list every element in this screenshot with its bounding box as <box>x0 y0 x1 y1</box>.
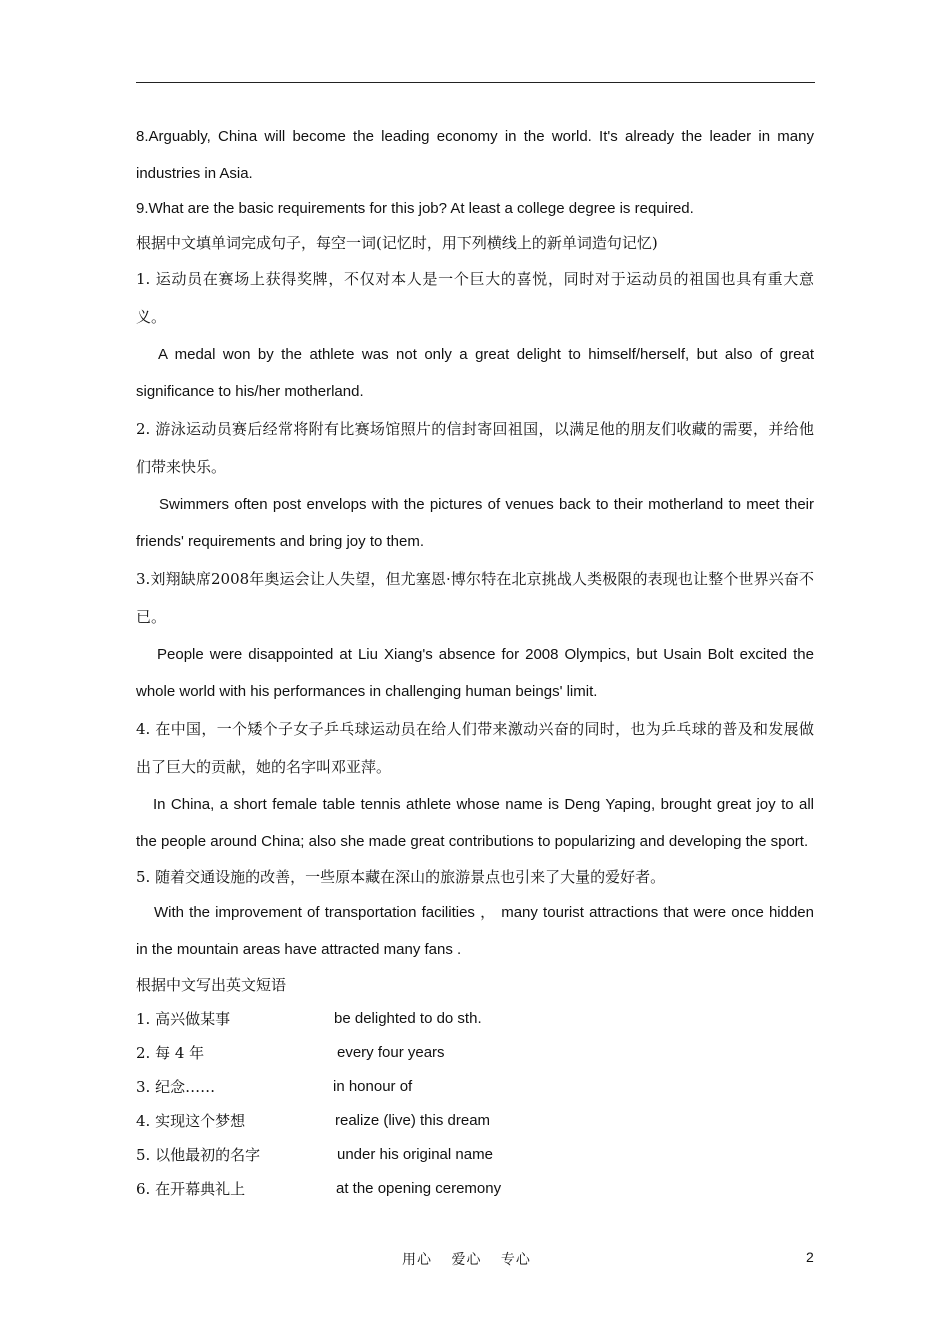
phrase-row <box>136 1070 814 1104</box>
question-4-english: In China, a short female table tennis athlete whose name is Deng Yaping, brought great joy to all the people around China; also she made great contributions to popularizing and developing the sport. <box>136 796 814 850</box>
phrase-chinese: 4. 实现这个梦想 <box>136 1112 246 1130</box>
phrase-chinese: 1. 高兴做某事 <box>136 1010 231 1028</box>
phrase-chinese: 5. 以他最初的名字 <box>136 1146 261 1164</box>
phrase-chinese: 6. 在开幕典礼上 <box>136 1180 246 1198</box>
item-9: 9.What are the basic requirements for this job? At least a college degree is required. <box>136 200 694 217</box>
phrase-english: in honour of <box>333 1078 413 1095</box>
footer-motto: 用心 爱心 专心 <box>402 1252 531 1268</box>
phrase-row <box>136 1104 814 1138</box>
header-rule <box>136 82 815 83</box>
phrase-row <box>136 1002 814 1036</box>
question-1-chinese: 1. 运动员在赛场上获得奖牌，不仅对本人是一个巨大的喜悦，同时对于运动员的祖国也具有重大意义。 <box>136 270 814 326</box>
question-5-english: With the improvement of transportation facilities ， many tourist attractions that were once hidden in the mountain areas have attracted many fans . <box>136 904 814 958</box>
phrase-english: every four years <box>337 1044 445 1061</box>
phrase-english: realize (live) this dream <box>335 1112 491 1129</box>
phrase-chinese: 3. 纪念…… <box>136 1078 216 1096</box>
section-phrases-heading: 根据中文写出英文短语 <box>136 976 287 994</box>
phrase-english: at the opening ceremony <box>336 1180 502 1197</box>
question-1-english: A medal won by the athlete was not only a great delight to himself/herself, but also of great significance to his/her motherland. <box>136 346 814 400</box>
phrase-chinese: 2. 每 4 年 <box>136 1044 205 1062</box>
item-8: 8.Arguably, China will become the leading economy in the world. It's already the leader in many industries in Asia. <box>136 128 814 182</box>
question-3-chinese: 3.刘翔缺席2008年奥运会让人失望，但尤塞恩·博尔特在北京挑战人类极限的表现也让整个世界兴奋不已。 <box>136 570 814 626</box>
question-2-chinese: 2. 游泳运动员赛后经常将附有比赛场馆照片的信封寄回祖国，以满足他的朋友们收藏的需要，并给他们带来快乐。 <box>136 420 814 476</box>
question-3-english: People were disappointed at Liu Xiang's absence for 2008 Olympics, but Usain Bolt excited the whole world with his performances in challenging human beings' limit. <box>136 646 814 700</box>
question-2-english: Swimmers often post envelops with the pictures of venues back to their motherland to meet their friends' requirements and bring joy to them. <box>136 496 814 550</box>
phrase-row <box>136 1036 814 1070</box>
question-4-chinese: 4. 在中国，一个矮个子女子乒乓球运动员在给人们带来激动兴奋的同时，也为乒乓球的普及和发展做出了巨大的贡献，她的名字叫邓亚萍。 <box>136 720 814 776</box>
phrase-english: under his original name <box>337 1146 493 1163</box>
phrase-row <box>136 1138 814 1172</box>
phrase-row <box>136 1172 814 1206</box>
document-body <box>136 118 814 1206</box>
phrase-list <box>136 1002 814 1206</box>
section-fill-heading: 根据中文填单词完成句子，每空一词(记忆时，用下列横线上的新单词造句记忆) <box>136 234 658 252</box>
phrase-english: be delighted to do sth. <box>334 1010 482 1027</box>
page-number: 2 <box>806 1249 814 1265</box>
question-5-chinese: 5. 随着交通设施的改善，一些原本藏在深山的旅游景点也引来了大量的爱好者。 <box>136 868 666 886</box>
